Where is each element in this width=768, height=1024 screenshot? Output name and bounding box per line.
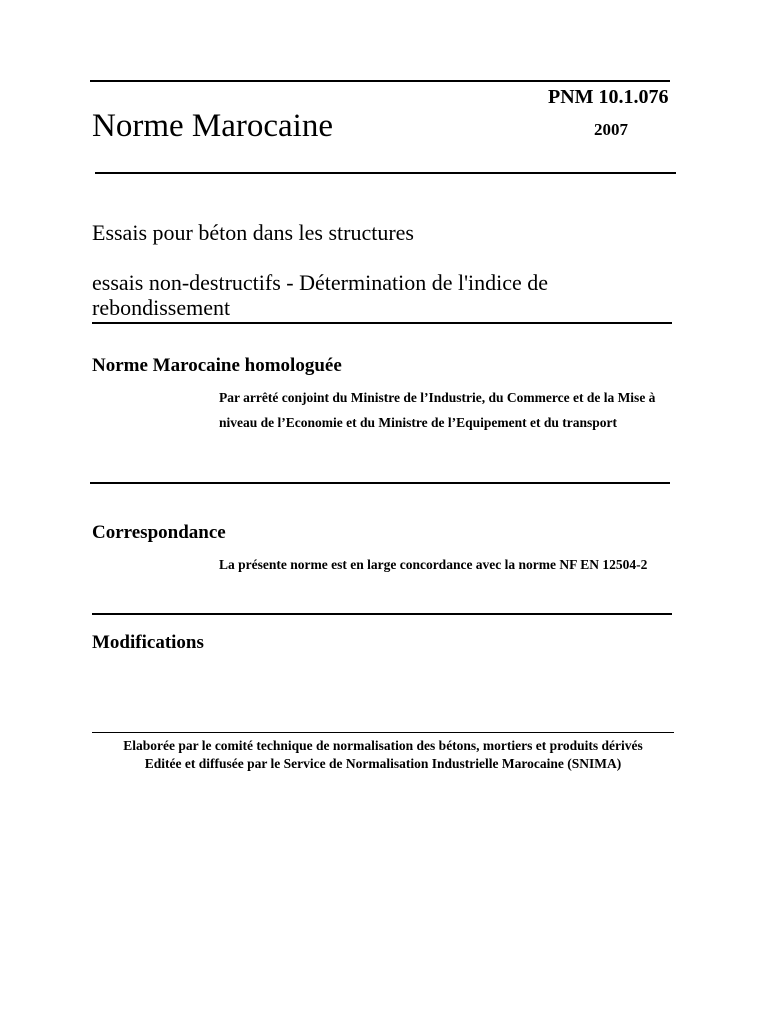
document-title: Norme Marocaine [92, 108, 333, 144]
homologation-heading: Norme Marocaine homologuée [92, 355, 342, 376]
homologation-rule [90, 482, 670, 484]
footer-publisher: Editée et diffusée par le Service de Normalisation Industrielle Marocaine (SNIMA) [144, 756, 622, 771]
top-rule [90, 80, 670, 82]
footer-committee: Elaborée par le comité technique de normalisation des bétons, mortiers et produits dérivés [123, 738, 643, 753]
subject-line-2: essais non-destructifs - Détermination de l'indice de rebondissement [92, 270, 549, 320]
homologation-body: Par arrêté conjoint du Ministre de l’Industrie, du Commerce et de la Mise à niveau de l’Economie et du Ministre de l’Equipement et du transport [219, 390, 656, 430]
correspondance-heading: Correspondance [92, 522, 226, 543]
publication-year: 2007 [594, 120, 628, 139]
correspondance-body: La présente norme est en large concordance avec la norme NF EN 12504-2 [219, 557, 648, 572]
footer [92, 737, 674, 773]
subject-line-1: Essais pour béton dans les structures [92, 220, 414, 245]
correspondance-rule [92, 613, 672, 615]
footer-rule [92, 732, 674, 733]
modifications-heading: Modifications [92, 632, 204, 653]
standard-code: PNM 10.1.076 [548, 86, 669, 108]
subject-rule [92, 322, 672, 324]
header-bottom-rule [95, 172, 676, 174]
